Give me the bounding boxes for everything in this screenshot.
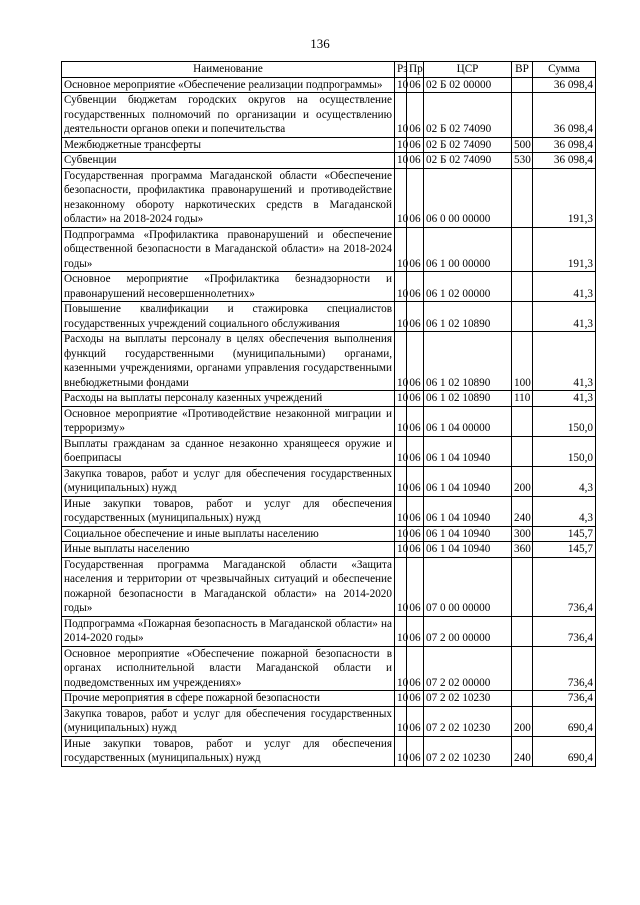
cell-pr: 06 (407, 526, 424, 542)
cell-name: Социальное обеспечение и иные выплаты населению (62, 526, 395, 542)
cell-sum: 36 098,4 (533, 137, 596, 153)
cell-sum: 4,3 (533, 466, 596, 496)
table-row (62, 406, 596, 436)
cell-sum: 41,3 (533, 391, 596, 407)
cell-pr: 06 (407, 496, 424, 526)
cell-vr (512, 93, 533, 138)
cell-vr (512, 691, 533, 707)
cell-vr: 100 (512, 332, 533, 391)
cell-csr: 06 1 00 00000 (424, 227, 512, 272)
table-row (62, 706, 596, 736)
cell-rz: 10 (395, 466, 407, 496)
table-row (62, 646, 596, 691)
cell-rz: 10 (395, 616, 407, 646)
cell-rz: 10 (395, 332, 407, 391)
column-header-rz: Рз (395, 62, 407, 78)
cell-sum: 736,4 (533, 557, 596, 616)
cell-pr: 06 (407, 557, 424, 616)
cell-csr: 06 1 02 10890 (424, 332, 512, 391)
cell-name: Расходы на выплаты персоналу в целях обеспечения выполнения функций государственными (муниципальными) органами, казенными учреждениями, органами управления государственными внебюджетными фондами (62, 332, 395, 391)
cell-csr: 06 1 04 00000 (424, 406, 512, 436)
cell-vr: 200 (512, 466, 533, 496)
cell-name: Расходы на выплаты персоналу казенных учреждений (62, 391, 395, 407)
table-row (62, 526, 596, 542)
table-row (62, 153, 596, 169)
column-header-vr: ВР (512, 62, 533, 78)
cell-rz: 10 (395, 227, 407, 272)
cell-rz: 10 (395, 137, 407, 153)
cell-rz: 10 (395, 436, 407, 466)
cell-pr: 06 (407, 272, 424, 302)
budget-table (61, 61, 596, 767)
cell-rz: 10 (395, 542, 407, 558)
cell-csr: 06 1 02 00000 (424, 272, 512, 302)
cell-csr: 02 Б 02 74090 (424, 137, 512, 153)
cell-pr: 06 (407, 736, 424, 766)
cell-rz: 10 (395, 736, 407, 766)
cell-pr: 06 (407, 646, 424, 691)
cell-rz: 10 (395, 168, 407, 227)
table-row (62, 332, 596, 391)
cell-vr (512, 168, 533, 227)
cell-rz: 10 (395, 526, 407, 542)
cell-csr: 02 Б 02 74090 (424, 153, 512, 169)
cell-vr: 240 (512, 496, 533, 526)
cell-rz: 10 (395, 496, 407, 526)
cell-csr: 06 1 02 10890 (424, 391, 512, 407)
cell-pr: 06 (407, 153, 424, 169)
cell-csr: 06 1 04 10940 (424, 436, 512, 466)
cell-sum: 145,7 (533, 542, 596, 558)
column-header-sum: Сумма (533, 62, 596, 78)
cell-sum: 191,3 (533, 168, 596, 227)
cell-vr (512, 616, 533, 646)
cell-pr: 06 (407, 436, 424, 466)
cell-csr: 07 2 02 00000 (424, 646, 512, 691)
cell-sum: 150,0 (533, 436, 596, 466)
cell-csr: 07 2 00 00000 (424, 616, 512, 646)
table-row (62, 93, 596, 138)
cell-csr: 06 1 04 10940 (424, 466, 512, 496)
table-row (62, 168, 596, 227)
cell-name: Субвенции (62, 153, 395, 169)
cell-pr: 06 (407, 227, 424, 272)
cell-name: Основное мероприятие «Противодействие незаконной миграции и терроризму» (62, 406, 395, 436)
cell-vr: 110 (512, 391, 533, 407)
cell-name: Прочие мероприятия в сфере пожарной безопасности (62, 691, 395, 707)
cell-name: Подпрограмма «Профилактика правонарушений и обеспечение общественной безопасности в Магаданской области» на 2018-2024 годы» (62, 227, 395, 272)
cell-sum: 736,4 (533, 691, 596, 707)
table-row (62, 137, 596, 153)
cell-name: Выплаты гражданам за сданное незаконно хранящееся оружие и боеприпасы (62, 436, 395, 466)
cell-pr: 06 (407, 466, 424, 496)
cell-sum: 145,7 (533, 526, 596, 542)
cell-pr: 06 (407, 406, 424, 436)
cell-name: Субвенции бюджетам городских округов на осуществление государственных полномочий по организации и осуществлению деятельности органов опеки и попечительства (62, 93, 395, 138)
cell-name: Межбюджетные трансферты (62, 137, 395, 153)
cell-csr: 07 0 00 00000 (424, 557, 512, 616)
cell-sum: 736,4 (533, 616, 596, 646)
cell-vr (512, 406, 533, 436)
cell-rz: 10 (395, 406, 407, 436)
cell-csr: 02 Б 02 00000 (424, 77, 512, 93)
cell-pr: 06 (407, 391, 424, 407)
table-row (62, 557, 596, 616)
page-number: 136 (310, 36, 330, 51)
cell-csr: 06 1 04 10940 (424, 526, 512, 542)
table-row (62, 391, 596, 407)
cell-rz: 10 (395, 391, 407, 407)
column-header-name: Наименование (62, 62, 395, 78)
cell-vr (512, 227, 533, 272)
cell-name: Государственная программа Магаданской области «Обеспечение безопасности, профилактика правонарушений и противодействие незаконному обороту наркотических средств в Магаданской области» на 2018-2024 годы» (62, 168, 395, 227)
cell-pr: 06 (407, 616, 424, 646)
cell-pr: 06 (407, 332, 424, 391)
cell-rz: 10 (395, 153, 407, 169)
cell-vr (512, 272, 533, 302)
column-header-pr: Пр (407, 62, 424, 78)
table-row (62, 77, 596, 93)
cell-vr (512, 302, 533, 332)
table-row (62, 736, 596, 766)
cell-name: Повышение квалификации и стажировка специалистов государственных учреждений социального обслуживания (62, 302, 395, 332)
cell-rz: 10 (395, 646, 407, 691)
cell-name: Подпрограмма «Пожарная безопасность в Магаданской области» на 2014-2020 годы» (62, 616, 395, 646)
table-row (62, 436, 596, 466)
cell-sum: 36 098,4 (533, 93, 596, 138)
cell-sum: 41,3 (533, 302, 596, 332)
table-row (62, 691, 596, 707)
cell-csr: 07 2 02 10230 (424, 736, 512, 766)
cell-csr: 02 Б 02 74090 (424, 93, 512, 138)
cell-pr: 06 (407, 302, 424, 332)
cell-vr (512, 646, 533, 691)
cell-sum: 36 098,4 (533, 153, 596, 169)
cell-csr: 06 0 00 00000 (424, 168, 512, 227)
cell-vr: 530 (512, 153, 533, 169)
table-row (62, 302, 596, 332)
cell-sum: 4,3 (533, 496, 596, 526)
cell-pr: 06 (407, 691, 424, 707)
cell-name: Закупка товаров, работ и услуг для обеспечения государственных (муниципальных) нужд (62, 706, 395, 736)
cell-vr (512, 557, 533, 616)
cell-name: Государственная программа Магаданской области «Защита населения и территории от чрезвычайных ситуаций и обеспечение пожарной безопасности в Магаданской области» на 2014-2020 годы» (62, 557, 395, 616)
cell-rz: 10 (395, 557, 407, 616)
cell-pr: 06 (407, 77, 424, 93)
cell-pr: 06 (407, 137, 424, 153)
cell-vr (512, 436, 533, 466)
cell-vr: 300 (512, 526, 533, 542)
column-header-csr: ЦСР (424, 62, 512, 78)
cell-sum: 690,4 (533, 706, 596, 736)
table-row (62, 616, 596, 646)
table-row (62, 542, 596, 558)
cell-vr: 360 (512, 542, 533, 558)
cell-pr: 06 (407, 93, 424, 138)
table-row (62, 227, 596, 272)
cell-rz: 10 (395, 93, 407, 138)
cell-sum: 736,4 (533, 646, 596, 691)
cell-name: Иные закупки товаров, работ и услуг для обеспечения государственных (муниципальных) нужд (62, 736, 395, 766)
cell-name: Иные закупки товаров, работ и услуг для обеспечения государственных (муниципальных) нужд (62, 496, 395, 526)
cell-name: Основное мероприятие «Обеспечение пожарной безопасности в органах исполнительной власти Магаданской области и подведомственных им учреждениях» (62, 646, 395, 691)
cell-csr: 06 1 04 10940 (424, 542, 512, 558)
cell-rz: 10 (395, 691, 407, 707)
cell-rz: 10 (395, 77, 407, 93)
table-header-row (62, 62, 596, 78)
cell-vr: 500 (512, 137, 533, 153)
cell-name: Иные выплаты населению (62, 542, 395, 558)
cell-vr: 240 (512, 736, 533, 766)
table-row (62, 466, 596, 496)
cell-csr: 06 1 02 10890 (424, 302, 512, 332)
cell-rz: 10 (395, 272, 407, 302)
cell-name: Основное мероприятие «Профилактика безнадзорности и правонарушений несовершеннолетних» (62, 272, 395, 302)
cell-csr: 07 2 02 10230 (424, 691, 512, 707)
cell-sum: 41,3 (533, 272, 596, 302)
cell-sum: 36 098,4 (533, 77, 596, 93)
cell-name: Основное мероприятие «Обеспечение реализации подпрограммы» (62, 77, 395, 93)
cell-pr: 06 (407, 168, 424, 227)
cell-csr: 07 2 02 10230 (424, 706, 512, 736)
cell-csr: 06 1 04 10940 (424, 496, 512, 526)
cell-sum: 150,0 (533, 406, 596, 436)
cell-pr: 06 (407, 542, 424, 558)
table-row (62, 496, 596, 526)
cell-sum: 690,4 (533, 736, 596, 766)
cell-pr: 06 (407, 706, 424, 736)
cell-name: Закупка товаров, работ и услуг для обеспечения государственных (муниципальных) нужд (62, 466, 395, 496)
cell-vr (512, 77, 533, 93)
cell-rz: 10 (395, 706, 407, 736)
cell-sum: 191,3 (533, 227, 596, 272)
cell-vr: 200 (512, 706, 533, 736)
cell-sum: 41,3 (533, 332, 596, 391)
cell-rz: 10 (395, 302, 407, 332)
table-row (62, 272, 596, 302)
